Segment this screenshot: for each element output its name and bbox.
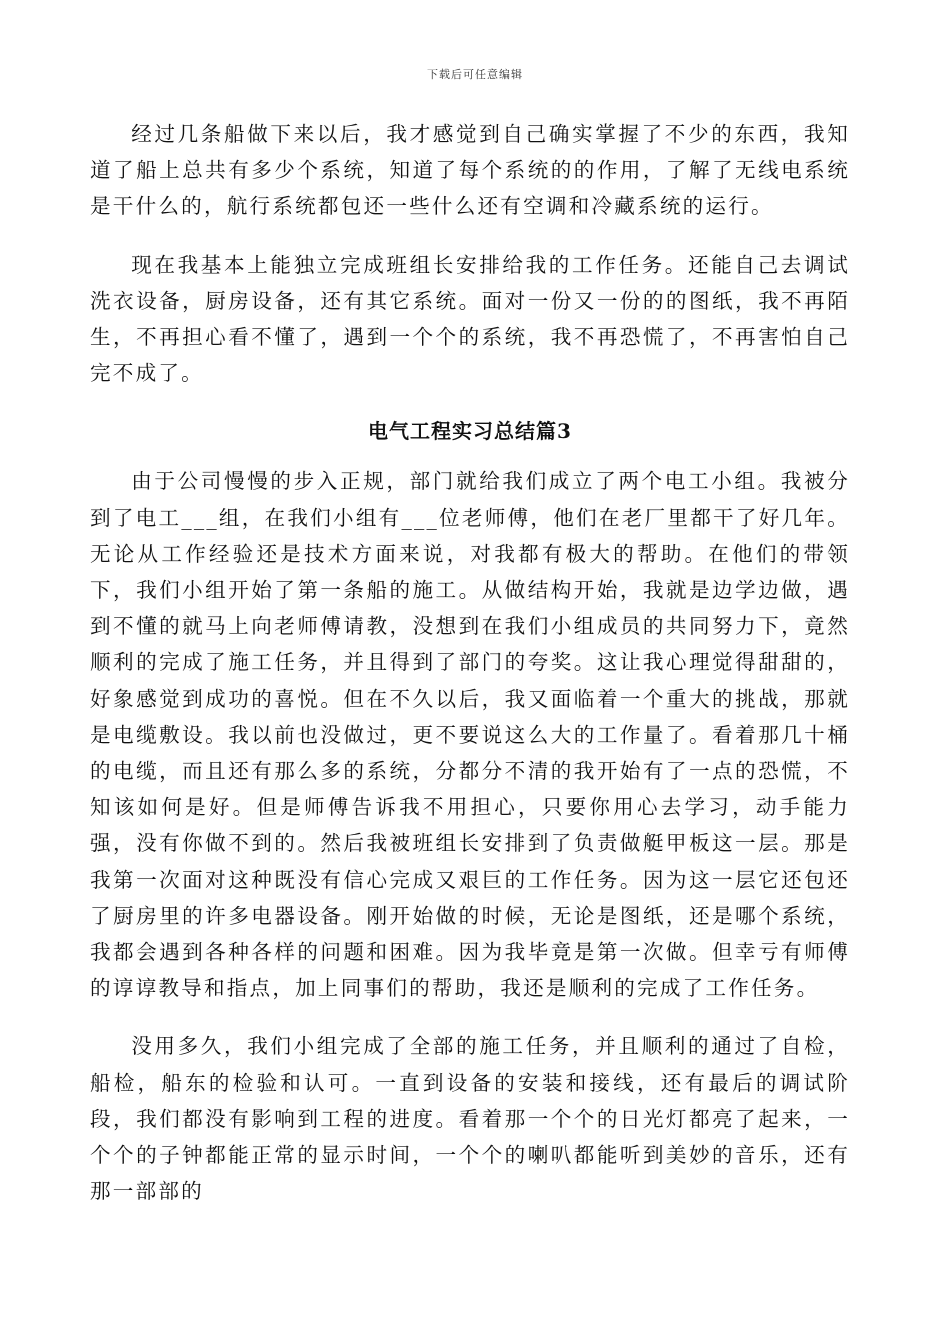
- document-body: [90, 116, 850, 1231]
- paragraph: 现在我基本上能独立完成班组长安排给我的工作任务。还能自己去调试洗衣设备，厨房设备，还有其它系统。面对一份又一份的的图纸，我不再陌生，不再担心看不懂了，遇到一个个的系统，我不再恐慌了，不再害怕自己完不成了。: [90, 252, 850, 386]
- paragraph: 没用多久，我们小组完成了全部的施工任务，并且顺利的通过了自检，船检，船东的检验和认可。一直到设备的安装和接线，还有最后的调试阶段，我们都没有影响到工程的进度。看着那一个个的日光灯都亮了起来，一个个的子钟都能正常的显示时间，一个个的喇叭都能听到美妙的音乐，还有那一部部的: [90, 1034, 850, 1204]
- paragraph: 经过几条船做下来以后，我才感觉到自己确实掌握了不少的东西，我知道了船上总共有多少个系统，知道了每个系统的的作用，了解了无线电系统是干什么的，航行系统都包还一些什么还有空调和冷藏系统的运行。: [90, 122, 850, 219]
- paragraph: 由于公司慢慢的步入正规，部门就给我们成立了两个电工小组。我被分到了电工___组，在我们小组有___位老师傅，他们在老厂里都干了好几年。无论从工作经验还是技术方面来说，对我都有极大的帮助。在他们的带领下，我们小组开始了第一条船的施工。从做结构开始，我就是边学边做，遇到不懂的就马上向老师傅请教，没想到在我们小组成员的共同努力下，竟然顺利的完成了施工任务，并且得到了部门的夸奖。这让我心理觉得甜甜的，好象感觉到成功的喜悦。但在不久以后，我又面临着一个重大的挑战，那就是电缆敷设。我以前也没做过，更不要说这么大的工作量了。看着那几十桶的电缆，而且还有那么多的系统，分都分不清的我开始有了一点的恐慌，不知该如何是好。但是师傅告诉我不用担心，只要你用心去学习，动手能力强，没有你做不到的。然后我被班组长安排到了负责做艇甲板这一层。那是我第一次面对这种既没有信心完成又艰巨的工作任务。因为这一层它还包还了厨房里的许多电器设备。刚开始做的时候，无论是图纸，还是哪个系统，我都会遇到各种各样的问题和困难。因为我毕竟是第一次做。但幸亏有师傅的谆谆教导和指点，加上同事们的帮助，我还是顺利的完成了工作任务。: [90, 469, 850, 1001]
- section-title: 电气工程实习总结篇3: [368, 419, 572, 444]
- page-header: 下载后可任意编辑: [427, 68, 523, 81]
